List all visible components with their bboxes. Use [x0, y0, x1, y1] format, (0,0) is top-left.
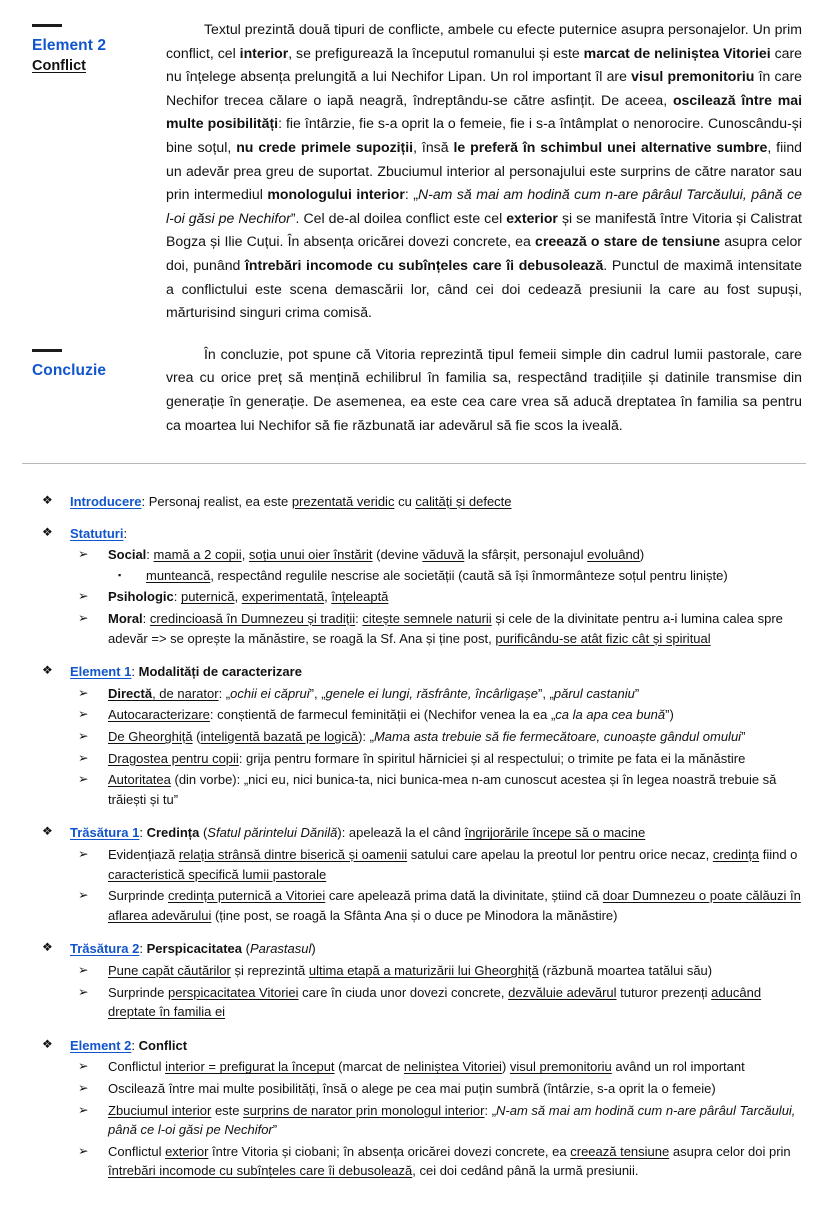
text-run: , însă — [413, 138, 454, 155]
text-run: tuturor prezenți — [616, 984, 712, 1000]
text-run-underline: ultima etapă a maturizării lui Gheorghiță — [308, 962, 539, 978]
section-divider — [22, 463, 806, 464]
text-run-underline: credincioasă în Dumnezeu și tradiții — [149, 611, 356, 627]
text-run: ) — [639, 547, 645, 563]
text-run: la sfârșit, personajul — [464, 547, 588, 563]
text-run-underline: mamă a 2 copii — [153, 547, 242, 563]
text-run: care în ciuda unor dovezi concrete, — [298, 984, 509, 1000]
text-run-underline: soția unui oier înstărit — [248, 547, 373, 563]
margin-label-conflict — [18, 18, 166, 76]
outline-subitem-directa — [70, 684, 810, 704]
text-run: care apelează prima dată la divinitate, știind că — [325, 888, 603, 904]
outline-item-trasatura-1 — [40, 823, 810, 925]
text-run-italic-quote: Mama asta trebuie să fie fermecătoare, cunoaște gândul omului — [373, 729, 742, 745]
text-run-bold: nu crede primele supoziții — [236, 138, 414, 155]
text-run: , se prefigurează la începutul romanului și este — [288, 44, 584, 61]
text-run: ” — [272, 1122, 278, 1138]
text-run: ” — [634, 685, 640, 701]
essay-body-conflict — [166, 18, 810, 325]
arrow-bullet-icon: ➢ — [78, 847, 89, 861]
text-run: : „ — [404, 186, 418, 203]
text-run: având un rol important — [611, 1059, 745, 1075]
text-run-underline: perspicacitatea Vitoriei — [167, 984, 299, 1000]
text-run-italic-quote: ochii ei căprui — [230, 685, 310, 701]
text-run-underline: evoluând — [587, 547, 640, 563]
text-run: : — [123, 525, 128, 541]
arrow-bullet-icon: ➢ — [78, 547, 89, 562]
text-run: (devine — [372, 547, 423, 563]
essay-block-concluzie — [18, 343, 810, 437]
text-run: ) — [501, 1059, 510, 1075]
text-run-underline: dezvăluie adevărul — [508, 984, 617, 1000]
text-run-italic: Sfatul părintelui Dănilă — [207, 825, 338, 841]
text-run-underline: credința — [712, 847, 760, 862]
outline-item-trasatura-2 — [40, 939, 810, 1021]
text-run: : — [142, 611, 150, 627]
diamond-bullet-icon: ❖ — [42, 1036, 53, 1051]
arrow-bullet-icon: ➢ — [78, 750, 89, 765]
text-run: ): apelează la el când — [337, 825, 465, 841]
text-run-bold: Social — [108, 547, 147, 563]
text-run: : — [131, 1037, 139, 1053]
text-run: ”, „ — [309, 685, 326, 701]
text-run: : „ — [218, 685, 231, 701]
text-run-underline: exterior — [165, 1143, 209, 1159]
outline-heading: Element 2 — [70, 1037, 132, 1053]
text-run: ”) — [665, 707, 674, 723]
text-run-bold: oscilează între mai multe posibilități — [166, 91, 802, 132]
text-run-underline: puternică — [180, 589, 235, 605]
outline-item-element-1 — [40, 662, 810, 809]
text-run: , cei doi cedând până la urmă presiunii. — [412, 1163, 639, 1179]
text-run: : — [131, 664, 139, 680]
text-run: , respectând regulile nescrise ale societății (caută să își înmormânteze soțul pentru liniște) — [210, 567, 728, 583]
text-run: Evidențiază — [108, 847, 179, 862]
text-run-underline: aducând dreptate în familia ei — [108, 984, 762, 1020]
text-run-underline: caracteristică specifică lumii pastorale — [108, 866, 327, 882]
text-run-bold: Modalități de caracterizare — [138, 664, 302, 680]
text-run: asupra celor doi prin — [669, 1143, 791, 1159]
outline-subitem-moral — [70, 609, 810, 648]
text-run-underline: văduvă — [422, 547, 465, 563]
outline-subsubitem-munteanca — [108, 566, 810, 586]
text-run-underline: doar Dumnezeu o poate călăuzi în aflarea adevărului — [108, 888, 801, 923]
text-run: cu — [394, 494, 416, 510]
margin-label-subtitle: Conflict — [32, 58, 86, 74]
outline-subitem-evidentiaza — [70, 845, 810, 884]
text-run: Conflictul — [108, 1143, 166, 1159]
text-run: ) — [311, 941, 316, 957]
outline-subitem-dragostea — [70, 749, 810, 769]
paragraph-conflict — [166, 18, 802, 325]
text-run: Surprinde — [108, 888, 168, 904]
outline-subitem-zbuciumul — [70, 1101, 810, 1140]
text-run-underline: inteligentă bazată pe logică — [200, 729, 359, 745]
text-run: ): „ — [358, 729, 374, 745]
text-run: Surprinde — [108, 984, 168, 1000]
text-run: : — [355, 611, 363, 627]
text-run: satului care apelau la preotul lor pentru orice necaz, — [407, 847, 713, 862]
text-run: ”, „ — [538, 685, 554, 701]
text-run: ”. Cel de-al doilea conflict este cel — [290, 209, 507, 226]
arrow-bullet-icon: ➢ — [78, 707, 89, 722]
outline-section — [18, 492, 810, 1181]
text-run: , — [234, 589, 242, 605]
margin-rule-icon — [32, 24, 62, 27]
outline-item-element-2 — [40, 1036, 810, 1181]
text-run: : fie întârzie, fie s-a oprit la o femeie, fie i s-a întâmplat o nenorocire. Cunoscându-și bine soțul, — [166, 115, 802, 155]
text-run: care nu înțelege absența prelungită a lui Nechifor Lipan. Un rol important îl are — [166, 44, 802, 85]
diamond-bullet-icon: ❖ — [42, 663, 53, 678]
outline-subitem-conflict-interior — [70, 1057, 810, 1077]
outline-item-introducere — [40, 492, 810, 512]
text-run-underline: experimentată — [241, 589, 325, 605]
arrow-bullet-icon: ➢ — [78, 1059, 89, 1074]
text-run: : conștientă de farmecul feminității ei (Nechifor venea la ea „ — [209, 707, 556, 723]
text-run-underline: Pune capăt căutărilor — [108, 962, 231, 978]
text-run: și cele de la divinitate pentru a-i lumina calea spre adevăr => se oprește la mănăstire, se roagă la Sf. Ana și ține post, — [108, 611, 783, 646]
text-run-italic-quote: N-am să mai am hodină cum n-are pârâul Tarcăului, până ce l-oi găsi pe Nechifor — [166, 186, 802, 226]
text-run: între Vitoria și ciobani; în absența oricărei dovezi concrete, ea — [208, 1143, 571, 1159]
text-run-underline: Autoritatea — [108, 772, 171, 788]
outline-subitem-pune-capat — [70, 961, 810, 981]
text-run-underline: surprins de narator prin monologul interior — [243, 1102, 485, 1118]
outline-item-statuturi — [40, 524, 810, 649]
text-run-bold: Conflict — [138, 1037, 188, 1053]
text-run-underline: visul premonitoriu — [509, 1059, 612, 1075]
outline-subitem-social — [70, 545, 810, 585]
diamond-bullet-icon: ❖ — [42, 493, 53, 508]
outline-subitem-surprinde-perspicacitatea — [70, 983, 810, 1022]
text-run-bold: întrebări incomode cu subînțeles care îi debusolează — [245, 256, 604, 273]
diamond-bullet-icon: ❖ — [42, 824, 53, 839]
outline-heading: Element 1 — [70, 664, 132, 680]
margin-rule-icon — [32, 349, 62, 352]
essay-body-concluzie — [166, 343, 810, 437]
text-run-bold: exterior — [506, 209, 558, 226]
text-run-underline: , de narator — [152, 685, 219, 701]
text-run-underline: Dragostea pentru copii — [108, 750, 239, 766]
text-run: ” — [741, 729, 746, 745]
text-run-underline: Autocaracterizare — [108, 707, 210, 723]
arrow-bullet-icon: ➢ — [78, 962, 89, 977]
text-run-underline: îngrijorările începe să o macine — [464, 825, 646, 841]
text-run: ( — [199, 825, 208, 841]
outline-subitem-psihologic — [70, 587, 810, 607]
text-run: : grija pentru formare în spiritul hărniciei și al respectului; o trimite pe fata ei la mănăstire — [238, 750, 746, 766]
text-run: : „ — [484, 1102, 497, 1118]
outline-heading: Introducere — [70, 494, 142, 510]
text-run-italic-quote: părul castaniu — [553, 685, 635, 701]
text-run-underline: munteancă — [146, 567, 211, 583]
text-run-bold: Psihologic — [108, 589, 174, 605]
arrow-bullet-icon: ➢ — [78, 1102, 89, 1117]
outline-subitem-autoritatea — [70, 770, 810, 809]
text-run: fiind o — [759, 847, 798, 862]
arrow-bullet-icon: ➢ — [78, 772, 89, 787]
text-run-bold: le preferă în schimbul unei alternative sumbre — [453, 138, 768, 155]
text-run: : Personaj realist, ea este — [141, 494, 292, 510]
essay-block-conflict — [18, 18, 810, 325]
text-run: , — [324, 589, 332, 605]
text-run-italic: Parastasul — [249, 941, 312, 957]
text-run-underline: relația strânsă dintre biserică și oamenii — [178, 847, 408, 862]
text-run: , — [241, 547, 249, 563]
text-run-bold: Credința — [146, 825, 200, 841]
text-run-underline: purificându-se atât fizic cât și spiritual — [495, 630, 711, 646]
margin-label-concluzie — [18, 343, 166, 381]
text-run-underline: neliniștea Vitoriei — [403, 1059, 502, 1075]
text-run: (ține post, se roagă la Sfânta Ana și o duce pe Minodora la mănăstire) — [211, 907, 618, 923]
text-run-italic-quote: ca la apa cea bună — [555, 707, 666, 723]
outline-subitem-de-gheorghita — [70, 727, 810, 747]
text-run-bold: Moral — [108, 611, 143, 627]
text-run: și reprezintă — [230, 962, 309, 978]
text-run-bold: monologului interior — [267, 186, 405, 203]
arrow-bullet-icon: ➢ — [78, 888, 89, 903]
outline-heading: Statuturi — [70, 525, 124, 541]
text-run-underline: Zbuciumul interior — [108, 1102, 212, 1118]
text-run-underline: creează tensiune — [570, 1143, 670, 1159]
text-run-underline: calități și defecte — [415, 494, 512, 510]
text-run: : — [173, 589, 181, 605]
text-run: : — [139, 941, 147, 957]
text-run-bold: creează o stare de tensiune — [535, 233, 721, 250]
text-run-underline: citește semnele naturii — [362, 611, 492, 627]
diamond-bullet-icon: ❖ — [42, 940, 53, 955]
text-run: Oscilează între mai multe posibilități, însă o alege pe cea mai puțin sumbră (întârzie, s-a oprit la o femeie) — [108, 1080, 716, 1096]
text-run-bold: marcat de neliniștea Vitoriei — [583, 44, 771, 61]
arrow-bullet-icon: ➢ — [78, 589, 89, 604]
outline-subitem-surprinde-credinta — [70, 886, 810, 925]
text-run: (din vorbe): „nici eu, nici bunica-ta, nici bunica-mea n-am cunoscut acestea și în legea noastră trebuie să trăiești și tu” — [108, 772, 777, 807]
text-run-italic-quote: genele ei lungi, răsfrânte, încârligașe — [325, 685, 538, 701]
text-run: Conflictul — [108, 1059, 166, 1075]
text-run: : — [146, 547, 154, 563]
text-run: ( — [192, 729, 201, 745]
text-run: și se manifestă între Vitoria și Calistrat Bogza și Ilie Cuțui. În absența oricărei dovezi concrete, ea — [166, 209, 802, 250]
arrow-bullet-icon: ➢ — [78, 984, 89, 999]
text-run: (răzbună moartea tatălui său) — [538, 962, 713, 978]
outline-heading: Trăsătura 2 — [70, 941, 140, 957]
margin-label-title: Element 2 — [32, 37, 107, 54]
outline-subitem-autocaracterizare — [70, 705, 810, 725]
text-run: Textul prezintă două tipuri de conflicte, ambele cu efecte puternice asupra personajelor. Un prim conflict, cel — [166, 21, 802, 61]
margin-label-title: Concluzie — [32, 361, 107, 379]
outline-heading: Trăsătura 1 — [70, 825, 140, 841]
text-run-bold: Perspicacitatea — [146, 941, 243, 957]
arrow-bullet-icon: ➢ — [78, 729, 89, 744]
text-run: asupra celor doi, punând — [166, 233, 802, 273]
text-run-bold: interior — [239, 44, 289, 61]
text-run: , fiind un adevăr prea greu de suportat. Zbuciumul interior al personajului este surprins de către narator sau prin intermediul — [166, 138, 803, 203]
text-run-underline: De Gheorghiță — [108, 729, 193, 745]
text-run-underline: credința puternică a Vitoriei — [167, 888, 326, 904]
arrow-bullet-icon: ➢ — [78, 611, 89, 626]
text-run: ( — [242, 941, 250, 957]
text-run-italic-quote: N-am să mai am hodină cum n-are pârâul Tarcăului, până ce l-oi găsi pe Nechifor — [108, 1102, 796, 1138]
text-run: : — [139, 825, 147, 841]
text-run-underline: interior = prefigurat la început — [165, 1059, 335, 1075]
text-run-underline: întrebări incomode cu subînțeles care îi debusolează — [108, 1163, 413, 1179]
text-run: este — [211, 1102, 244, 1118]
text-run-bold-underline: Directă — [108, 685, 153, 701]
outline-subitem-conflict-exterior — [70, 1142, 810, 1181]
arrow-bullet-icon: ➢ — [78, 685, 89, 700]
text-run-bold: visul premonitoriu — [631, 68, 755, 85]
text-run: (marcat de — [334, 1059, 404, 1075]
outline-subitem-oscileaza — [70, 1079, 810, 1099]
essay-section — [18, 18, 810, 437]
arrow-bullet-icon: ➢ — [78, 1143, 89, 1158]
paragraph-concluzie: În concluzie, pot spune că Vitoria reprezintă tipul femeii simple din cadrul lumii pastorale, care vrea cu orice preț să mențină echilibrul în familia sa, respectând tradițiile și datinile transmise din generație în generație. De asemenea, ea este cea care vrea să aducă dreptatea în familia sa pentru ca moartea lui Nechifor să fie răzbunată iar adevărul să fie scos la iveală. — [166, 345, 802, 433]
arrow-bullet-icon: ➢ — [78, 1080, 89, 1095]
text-run-underline: prezentată veridic — [291, 494, 395, 510]
text-run: în care Nechifor trecea călare o iapă neagră, îndreptându-se către asfințit. De aceea, — [166, 68, 802, 108]
text-run: . Punctul de maximă intensitate a conflictului este scena demascării lor, când cei doi cedează presiunii la care au fost supuși, mărturisind singuri crima comisă. — [166, 256, 802, 321]
diamond-bullet-icon: ❖ — [42, 524, 53, 539]
square-bullet-icon: ▪ — [118, 569, 122, 580]
text-run-underline: înțeleaptă — [331, 589, 389, 605]
